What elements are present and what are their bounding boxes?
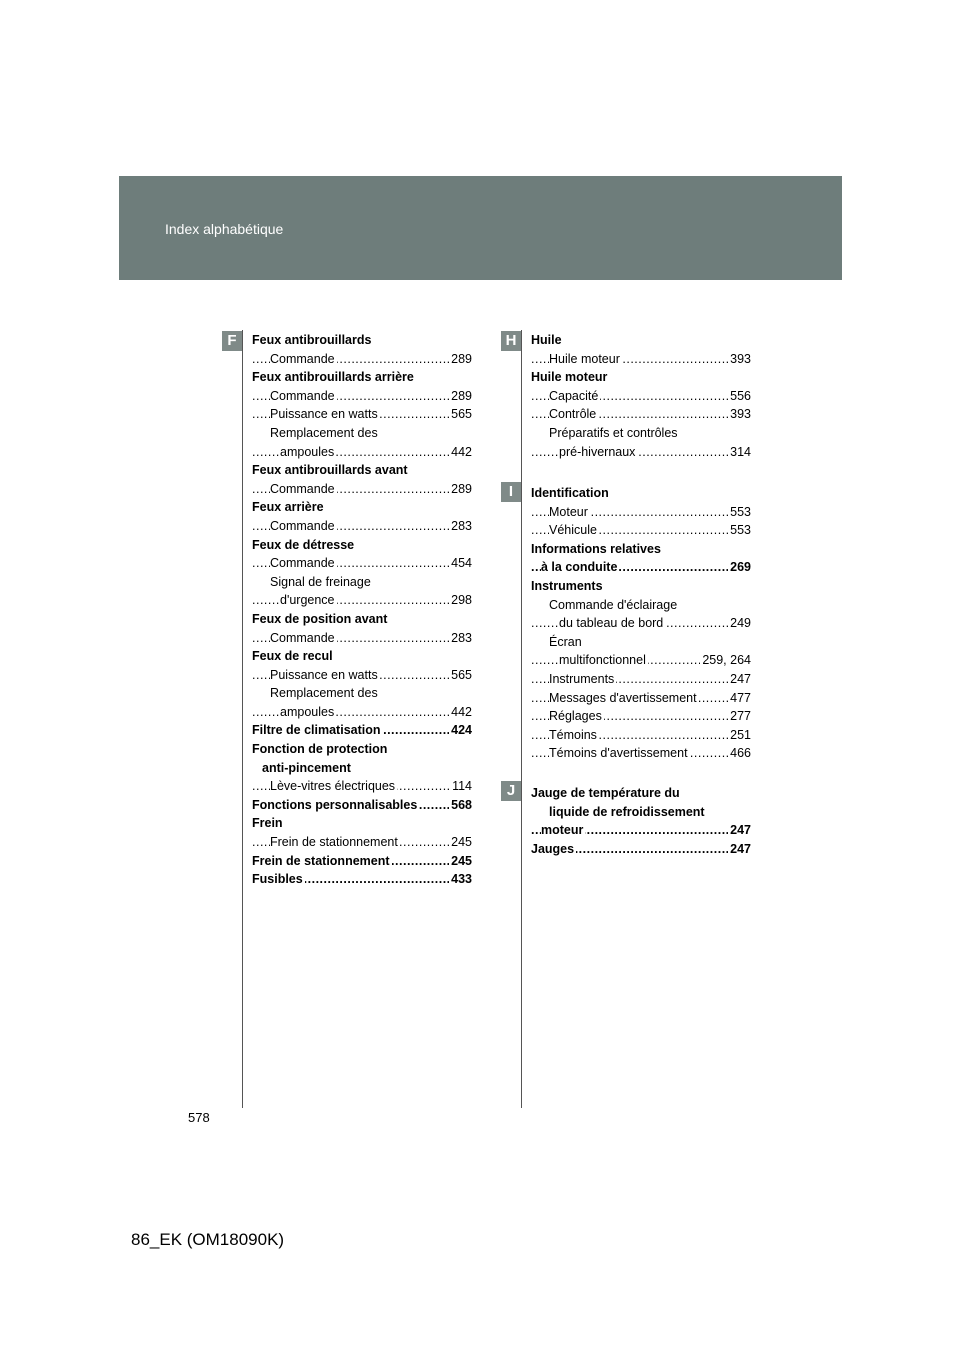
entry-label: Frein de stationnement [252, 852, 392, 871]
entry-page-number: 277 [728, 707, 751, 726]
entry-label: Écran [549, 633, 584, 652]
entry-label: Instruments [531, 577, 605, 596]
index-entry [531, 596, 751, 615]
entry-label: Informations relatives [531, 540, 663, 559]
index-entry [252, 610, 472, 629]
entry-label: Feux de détresse [252, 536, 356, 555]
index-entry [252, 796, 472, 815]
index-entry [252, 443, 472, 462]
section-letter-i: I [501, 482, 521, 502]
index-entry [252, 870, 472, 889]
entry-label: Feux arrière [252, 498, 326, 517]
index-entry [252, 424, 472, 443]
index-entry [252, 536, 472, 555]
index-entry [531, 726, 751, 745]
header-title: Index alphabétique [165, 221, 284, 237]
entry-page-number: 565 [449, 405, 472, 424]
left-column-rule [242, 330, 243, 1108]
entry-label: Filtre de climatisation [252, 721, 383, 740]
index-entry [252, 629, 472, 648]
entry-page-number: 442 [449, 443, 472, 462]
index-entry [252, 480, 472, 499]
entry-label: d'urgence [280, 591, 337, 610]
right-column-rule [521, 330, 522, 1108]
index-entry [531, 558, 751, 577]
index-section-j [531, 784, 751, 858]
index-entry [252, 591, 472, 610]
entry-label: Huile moteur [531, 368, 609, 387]
entry-page-number: 298 [449, 591, 472, 610]
entry-label: Jauge de température du [531, 784, 682, 803]
entry-label: Instruments [549, 670, 616, 689]
entry-page-number: 433 [449, 870, 472, 889]
entry-page-number: 553 [728, 503, 751, 522]
entry-page-number: 245 [449, 852, 472, 871]
entry-page-number: 283 [449, 517, 472, 536]
entry-label: Puissance en watts [270, 666, 380, 685]
entry-page-number: 269 [728, 558, 751, 577]
entry-page-number: 442 [449, 703, 472, 722]
entry-page-number: 466 [728, 744, 751, 763]
index-entry [252, 740, 472, 759]
entry-label: Fusibles [252, 870, 305, 889]
entry-label: Fonction de protection [252, 740, 389, 759]
entry-page-number: 247 [728, 840, 751, 859]
entry-page-number: 245 [449, 833, 472, 852]
entry-label: Commande [270, 517, 337, 536]
entry-label: Feux antibrouillards [252, 331, 373, 350]
entry-label: Véhicule [549, 521, 599, 540]
index-entry [252, 461, 472, 480]
index-entry [252, 666, 472, 685]
entry-label: Huile [531, 331, 564, 350]
index-entry [252, 387, 472, 406]
header-band [119, 176, 842, 280]
index-entry [252, 573, 472, 592]
section-letter-h: H [501, 331, 521, 351]
index-entry [252, 517, 472, 536]
index-entry [531, 784, 751, 803]
entry-label: ampoules [280, 443, 336, 462]
entry-label: Capacité [549, 387, 600, 406]
entry-page-number: 424 [449, 721, 472, 740]
index-entry [252, 814, 472, 833]
entry-label: Puissance en watts [270, 405, 380, 424]
index-entry [531, 744, 751, 763]
entry-label: pré-hivernaux [559, 443, 637, 462]
index-entry [531, 484, 751, 503]
entry-label: Réglages [549, 707, 604, 726]
entry-label: du tableau de bord [559, 614, 665, 633]
entry-page-number: 283 [449, 629, 472, 648]
entry-page-number: 314 [728, 443, 751, 462]
entry-label: Préparatifs et contrôles [549, 424, 680, 443]
index-entry [252, 368, 472, 387]
entry-label: Moteur [549, 503, 590, 522]
index-entry [252, 647, 472, 666]
entry-label: multifonctionnel [559, 651, 648, 670]
index-section-i [531, 484, 751, 763]
entry-label: Contrôle [549, 405, 598, 424]
index-section-h [531, 331, 751, 461]
index-entry [531, 331, 751, 350]
index-entry [252, 498, 472, 517]
entry-label: Huile moteur [549, 350, 622, 369]
entry-label: Commande [270, 350, 337, 369]
index-entry [252, 759, 472, 778]
index-entry [252, 684, 472, 703]
index-entry [531, 443, 751, 462]
index-entry [531, 503, 751, 522]
entry-label: Feux antibrouillards avant [252, 461, 410, 480]
section-letter-f: F [222, 331, 242, 351]
index-entry [531, 405, 751, 424]
entry-label: Identification [531, 484, 611, 503]
entry-page-number: 393 [728, 405, 751, 424]
entry-label: Commande d'éclairage [549, 596, 679, 615]
section-letter-j: J [501, 781, 521, 801]
page-number: 578 [188, 1110, 210, 1125]
entry-page-number: 289 [449, 350, 472, 369]
entry-label: Témoins [549, 726, 599, 745]
index-entry [252, 350, 472, 369]
entry-label: Messages d'avertissement [549, 689, 699, 708]
entry-label: anti-pincement [262, 759, 353, 778]
index-entry [531, 368, 751, 387]
index-entry [252, 703, 472, 722]
index-entry [531, 350, 751, 369]
entry-label: Témoins d'avertissement [549, 744, 690, 763]
index-entry [531, 424, 751, 443]
index-entry [531, 387, 751, 406]
index-entry [531, 840, 751, 859]
entry-label: moteur [541, 821, 585, 840]
entry-page-number: 477 [728, 689, 751, 708]
index-entry [252, 777, 472, 796]
entry-label: Feux antibrouillards arrière [252, 368, 416, 387]
entry-label: ampoules [280, 703, 336, 722]
index-entry [531, 614, 751, 633]
entry-page-number: 247 [728, 670, 751, 689]
entry-label: Fonctions personnalisables [252, 796, 419, 815]
entry-page-number: 249 [728, 614, 751, 633]
entry-label: Jauges [531, 840, 576, 859]
entry-label: Feux de recul [252, 647, 335, 666]
entry-page-number: 565 [449, 666, 472, 685]
entry-label: Signal de freinage [270, 573, 373, 592]
index-entry [531, 707, 751, 726]
index-entry [531, 689, 751, 708]
entry-page-number: 247 [728, 821, 751, 840]
entry-label: liquide de refroidissement [549, 803, 707, 822]
index-entry [531, 521, 751, 540]
entry-page-number: 568 [449, 796, 472, 815]
entry-label: Lève-vitres électriques [270, 777, 397, 796]
entry-label: à la conduite [541, 558, 619, 577]
index-entry [252, 331, 472, 350]
entry-label: Commande [270, 554, 337, 573]
entry-page-number: 289 [449, 480, 472, 499]
entry-page-number: 393 [728, 350, 751, 369]
index-entry [252, 852, 472, 871]
entry-page-number: 553 [728, 521, 751, 540]
entry-page-number: 251 [728, 726, 751, 745]
index-column-left [252, 331, 472, 889]
entry-label: Remplacement des [270, 424, 380, 443]
entry-label: Remplacement des [270, 684, 380, 703]
index-entry [531, 577, 751, 596]
entry-page-number: 556 [728, 387, 751, 406]
entry-label: Feux de position avant [252, 610, 389, 629]
entry-label: Frein [252, 814, 285, 833]
index-entry [531, 540, 751, 559]
entry-label: Commande [270, 480, 337, 499]
index-entry [252, 554, 472, 573]
index-entry [531, 651, 751, 670]
index-entry [531, 821, 751, 840]
entry-label: Commande [270, 629, 337, 648]
entry-page-number: 454 [449, 554, 472, 573]
index-entry [252, 833, 472, 852]
entry-page-number: 259, 264 [700, 651, 751, 670]
entry-label: Frein de stationnement [270, 833, 400, 852]
entry-page-number: 289 [449, 387, 472, 406]
entry-label: Commande [270, 387, 337, 406]
index-entry [531, 633, 751, 652]
index-entry [531, 803, 751, 822]
document-code: 86_EK (OM18090K) [131, 1230, 285, 1249]
index-entry [252, 405, 472, 424]
entry-page-number: 114 [450, 777, 472, 796]
index-entry [252, 721, 472, 740]
index-entry [531, 670, 751, 689]
